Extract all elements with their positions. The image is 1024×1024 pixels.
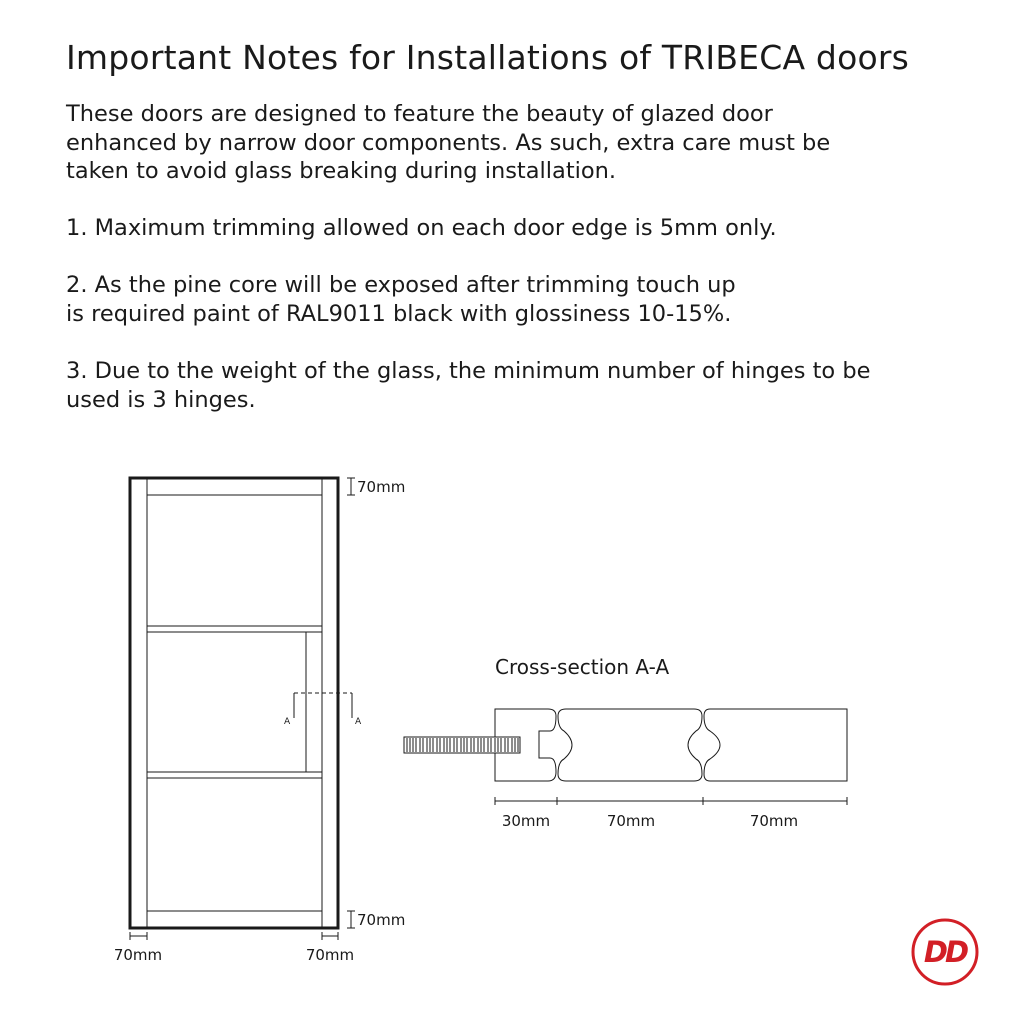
note-line: 3. Due to the weight of the glass, the minimum number of hinges to be	[66, 358, 871, 384]
cross-section-dim-line	[495, 797, 847, 805]
profile-piece-2	[558, 709, 702, 781]
door-elevation	[130, 478, 355, 940]
right-stile-dim-mark	[322, 932, 338, 940]
profile-piece-3	[704, 709, 847, 781]
cross-section-dim-70a: 70mm	[606, 812, 656, 830]
section-marker-left: A	[284, 717, 291, 727]
intro-line: enhanced by narrow door components. As such, extra care must be	[66, 129, 831, 156]
cross-section-dim-30: 30mm	[501, 812, 551, 830]
dd-logo-text: DD	[923, 935, 967, 969]
note-line: is required paint of RAL9011 black with glossiness 10-15%.	[66, 300, 732, 327]
glass-edge-hatch	[404, 737, 520, 753]
top-rail-dim-label: 70mm	[357, 478, 406, 496]
left-stile-dim-label: 70mm	[113, 946, 163, 964]
page-title: Important Notes for Installations of TRIBECA doors	[66, 38, 910, 77]
door-outer-frame	[130, 478, 338, 928]
cross-section-dim-70b: 70mm	[749, 812, 799, 830]
bottom-rail-dim-mark	[347, 911, 355, 928]
right-stile-dim-label: 70mm	[305, 946, 355, 964]
top-rail-dim-mark	[347, 478, 355, 495]
note-line: 2. As the pine core will be exposed after trimming touch up	[66, 272, 736, 298]
intro-line: These doors are designed to feature the beauty of glazed door	[66, 101, 773, 127]
intro-line: taken to avoid glass breaking during installation.	[66, 158, 617, 184]
note-line: 1. Maximum trimming allowed on each door edge is 5mm only.	[66, 215, 777, 241]
bottom-rail-dim-label: 70mm	[357, 911, 406, 929]
note-line: used is 3 hinges.	[66, 386, 256, 413]
cross-section-title: Cross-section A-A	[495, 655, 670, 679]
left-stile-dim-mark	[130, 932, 147, 940]
cross-section-profile	[495, 709, 847, 805]
section-marker-right: A	[355, 717, 362, 727]
dd-logo	[911, 918, 979, 986]
